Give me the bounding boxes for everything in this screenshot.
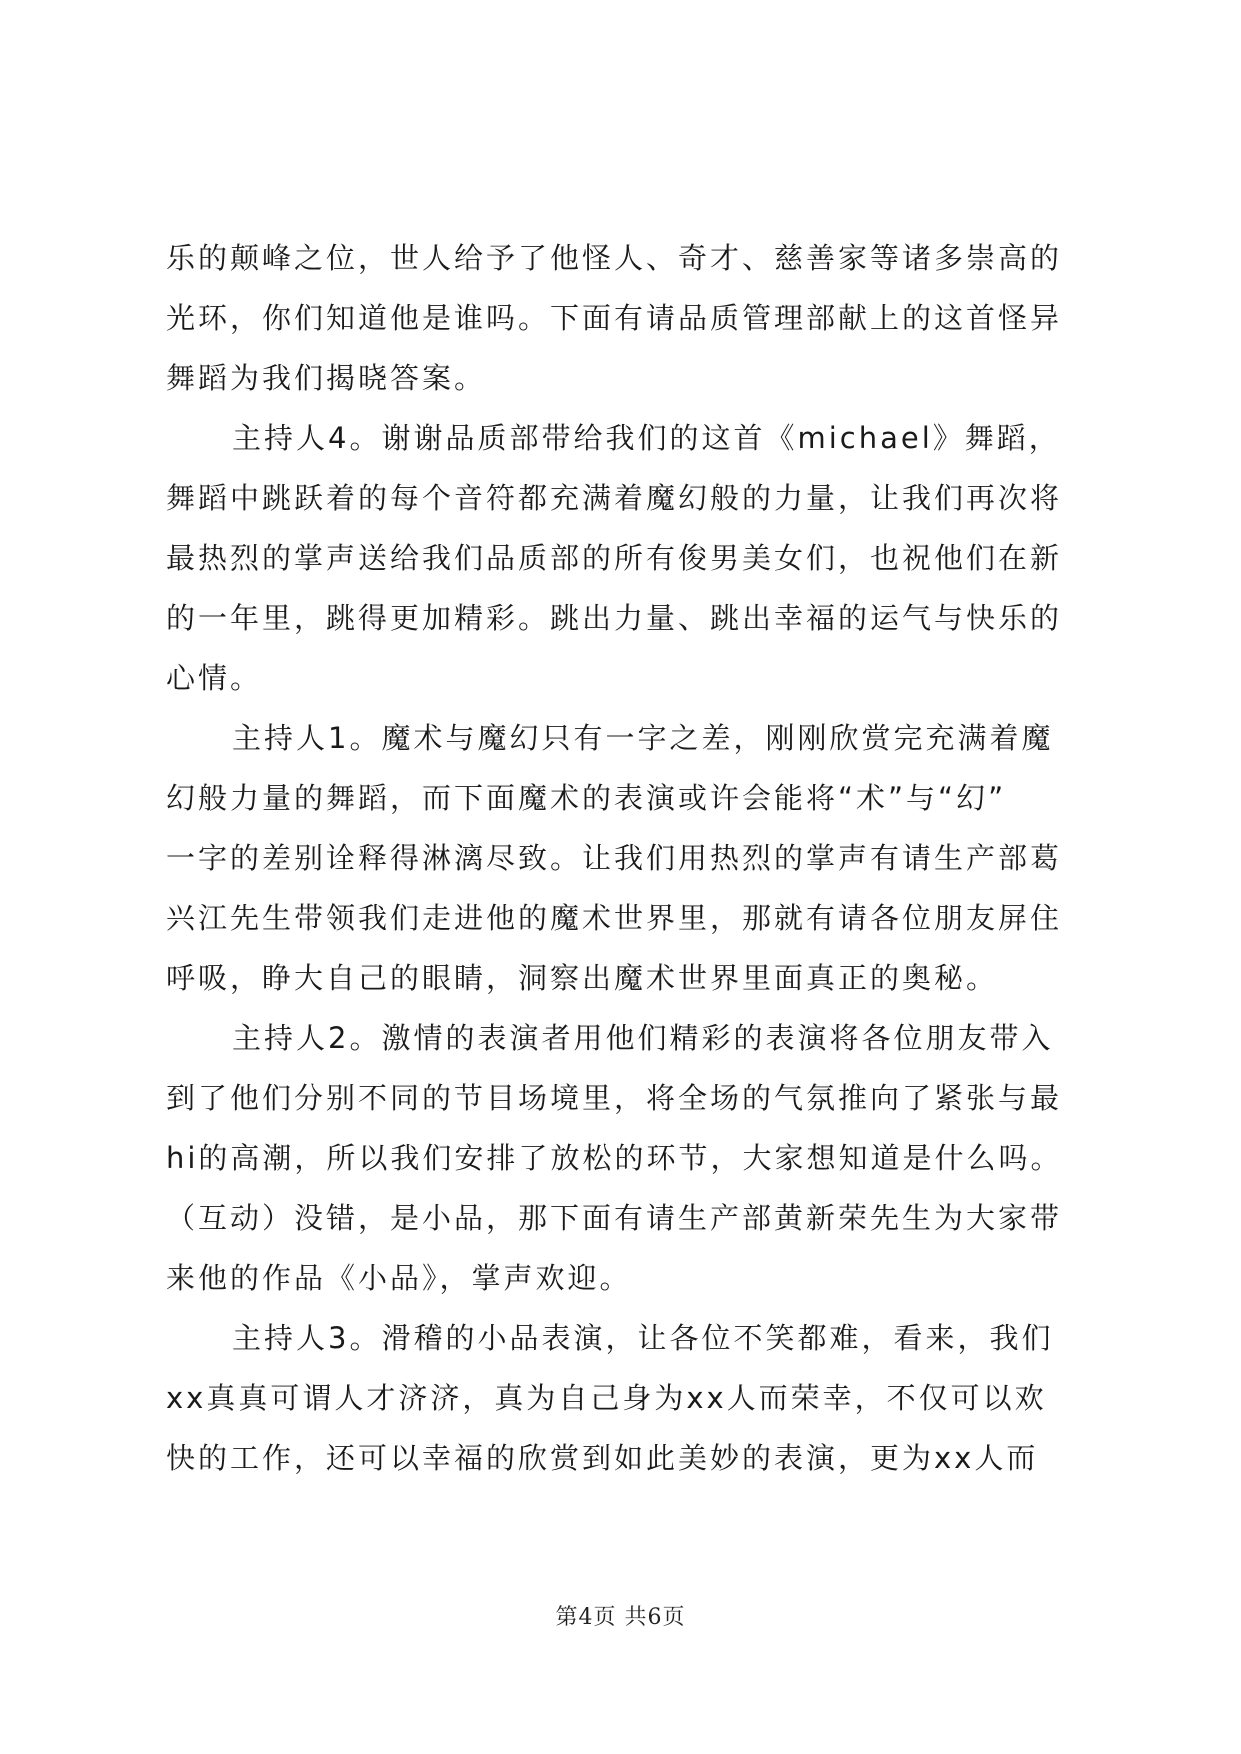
text-line: 幻般力量的舞蹈，而下面魔术的表演或许会能将“术”与“幻” <box>166 781 1007 815</box>
text-line: 舞蹈为我们揭晓答案。 <box>166 361 487 395</box>
text-line: （互动）没错，是小品，那下面有请生产部黄新荣先生为大家带 <box>166 1201 1063 1235</box>
text-line: 兴江先生带领我们走进他的魔术世界里，那就有请各位朋友屏住 <box>166 901 1063 935</box>
text-line: 心情。 <box>166 661 263 695</box>
text-line: 主持人1。魔术与魔幻只有一字之差，刚刚欣赏完充满着魔 <box>232 721 1054 755</box>
text-line: 主持人3。滑稽的小品表演，让各位不笑都难，看来，我们 <box>232 1321 1054 1355</box>
text-line: 光环，你们知道他是谁吗。下面有请品质管理部献上的这首怪异 <box>166 301 1063 335</box>
text-line: 到了他们分别不同的节目场境里，将全场的气氛推向了紧张与最 <box>166 1081 1063 1115</box>
text-line: 舞蹈中跳跃着的每个音符都充满着魔幻般的力量，让我们再次将 <box>166 481 1063 515</box>
page-footer: 第4页 共6页 <box>555 1605 686 1630</box>
text-line: 一字的差别诠释得淋漓尽致。让我们用热烈的掌声有请生产部葛 <box>166 841 1063 875</box>
text-line: 快的工作，还可以幸福的欣赏到如此美妙的表演，更为xx人而 <box>166 1441 1039 1475</box>
text-line: 主持人4。谢谢品质部带给我们的这首《michael》舞蹈， <box>232 421 1061 455</box>
text-line: 的一年里，跳得更加精彩。跳出力量、跳出幸福的运气与快乐的 <box>166 601 1063 635</box>
text-line: 呼吸，睁大自己的眼睛，洞察出魔术世界里面真正的奥秘。 <box>166 961 999 995</box>
text-line: 最热烈的掌声送给我们品质部的所有俊男美女们，也祝他们在新 <box>166 541 1063 575</box>
text-line: 乐的颠峰之位，世人给予了他怪人、奇才、慈善家等诸多崇高的 <box>166 241 1063 275</box>
text-line: xx真真可谓人才济济，真为自己身为xx人而荣幸，不仅可以欢 <box>166 1381 1047 1415</box>
document-body <box>166 228 1106 1488</box>
text-line: hi的高潮，所以我们安排了放松的环节，大家想知道是什么吗。 <box>166 1141 1063 1175</box>
text-line: 来他的作品《小品》，掌声欢迎。 <box>166 1261 632 1295</box>
text-line: 主持人2。激情的表演者用他们精彩的表演将各位朋友带入 <box>232 1021 1054 1055</box>
